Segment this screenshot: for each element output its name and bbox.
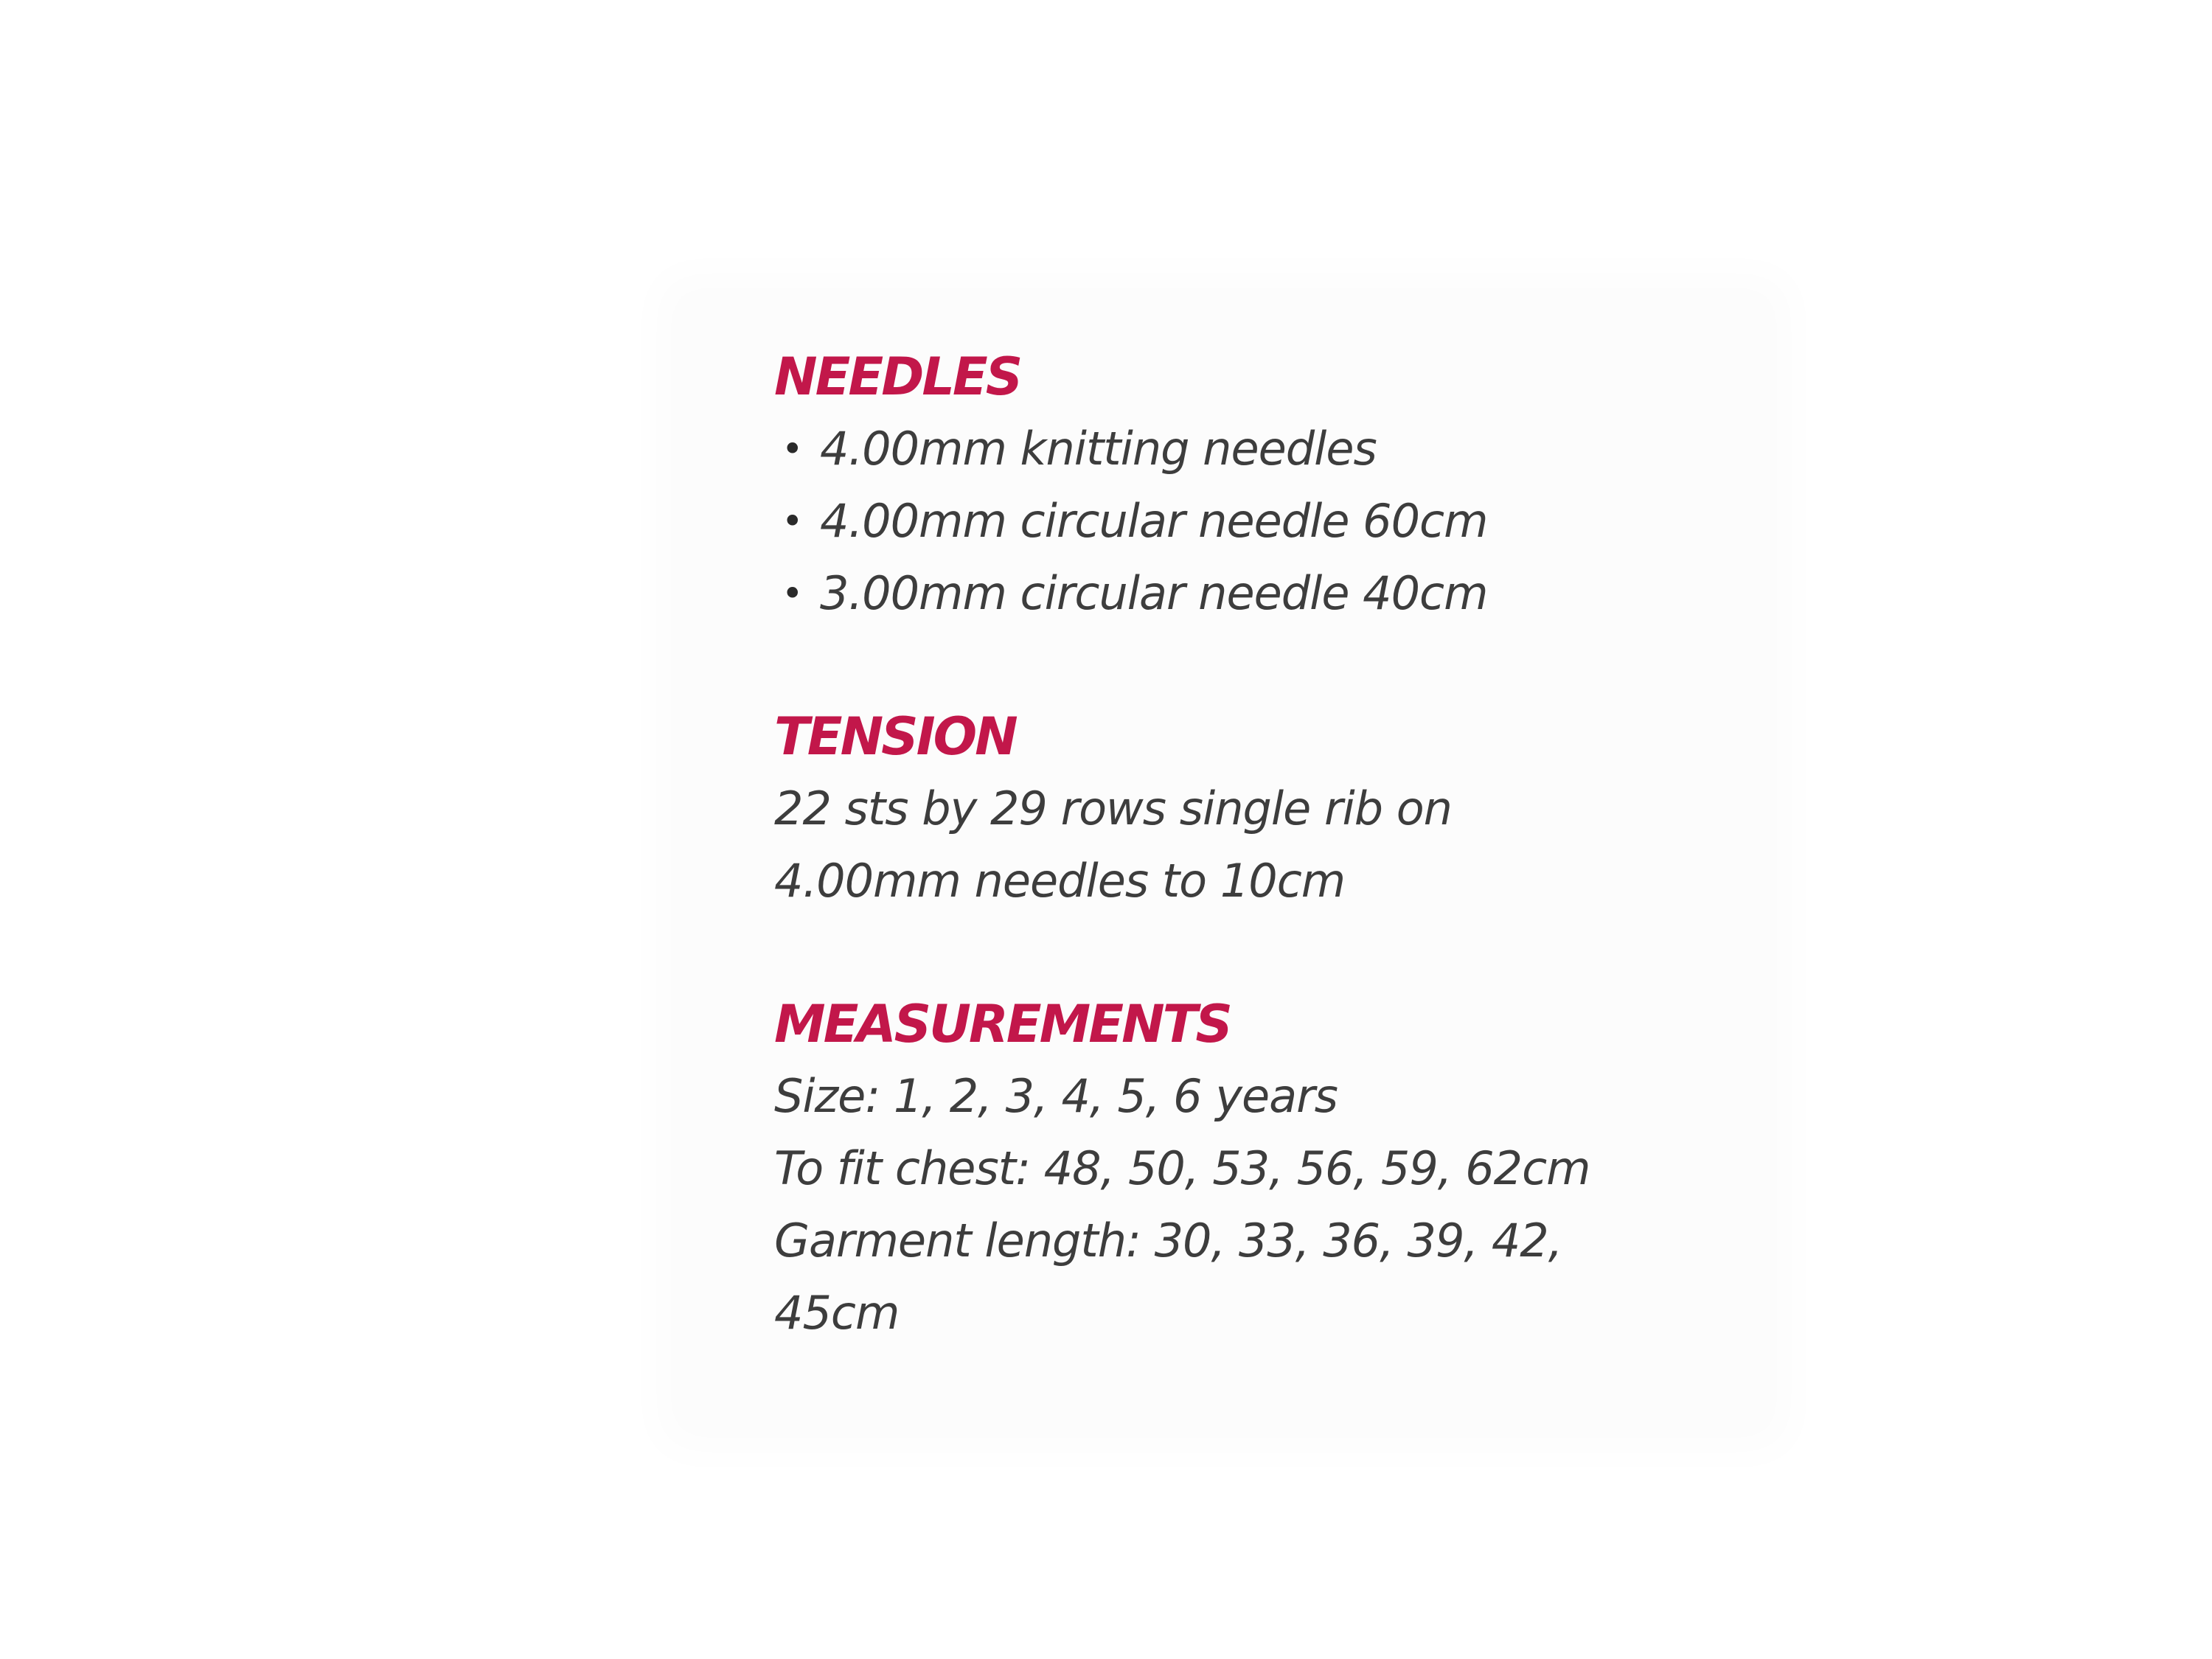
list-item	[774, 557, 1747, 630]
needles-section	[774, 341, 1747, 630]
needle-item-text: 3.00mm circular needle 40cm	[820, 566, 1488, 620]
measurement-chest-line: To fit chest: 48, 50, 53, 56, 59, 62cm	[774, 1141, 1590, 1195]
measurement-size-line: Size: 1, 2, 3, 4, 5, 6 years	[774, 1069, 1338, 1123]
bullet-icon: •	[782, 572, 803, 615]
bullet-icon: •	[782, 428, 803, 470]
list-item	[774, 413, 1747, 485]
measurements-heading: MEASUREMENTS	[774, 994, 1231, 1054]
section-spacer	[774, 630, 1747, 700]
measurement-length-line: Garment length: 30, 33, 36, 39, 42,	[774, 1214, 1562, 1267]
list-item	[774, 485, 1747, 557]
tension-line: 4.00mm needles to 10cm	[774, 854, 1346, 908]
bullet-icon: •	[782, 500, 803, 543]
measurement-length-line-continued: 45cm	[774, 1286, 900, 1340]
section-spacer	[774, 917, 1747, 988]
needle-item-text: 4.00mm circular needle 60cm	[820, 494, 1488, 548]
needles-list	[774, 413, 1747, 630]
measurements-section	[774, 988, 1747, 1349]
tension-section	[774, 700, 1747, 917]
needles-heading: NEEDLES	[774, 347, 1021, 407]
pattern-info-content	[774, 341, 1747, 1349]
needle-item-text: 4.00mm knitting needles	[820, 422, 1377, 476]
tension-line: 22 sts by 29 rows single rib on	[774, 782, 1452, 835]
tension-heading: TENSION	[774, 706, 1016, 767]
